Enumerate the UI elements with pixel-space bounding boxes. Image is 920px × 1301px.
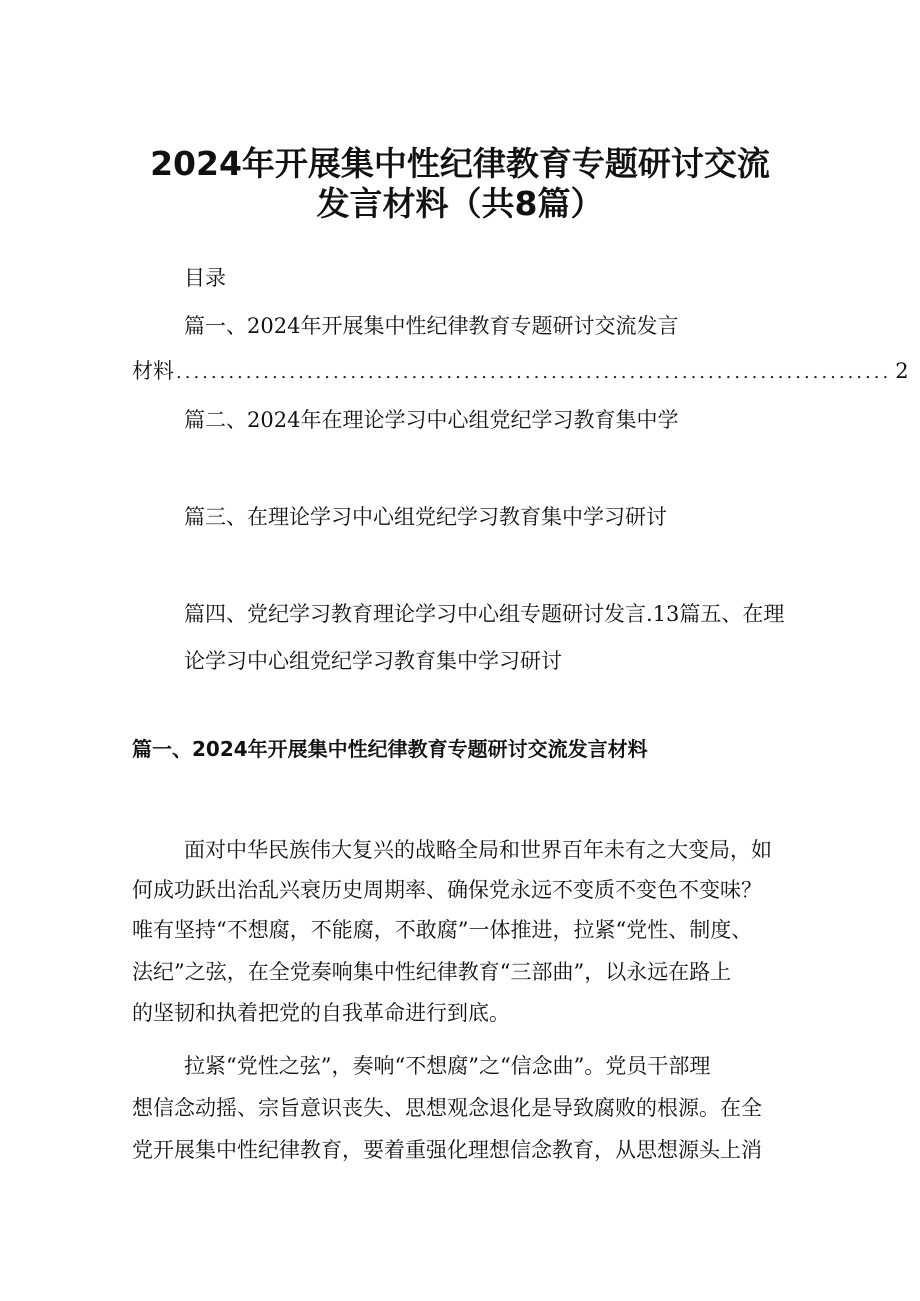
toc-item-1-text: 材料 <box>132 359 174 383</box>
toc-item-2[interactable]: 篇二、2024年在理论学习中心组党纪学习教育集中学 <box>184 408 679 432</box>
paragraph-2-line-1: 拉紧“党性之弦”，奏响“不想腐”之“信念曲”。党员干部理 <box>184 1054 711 1078</box>
paragraph-1-line-5: 的坚韧和执着把党的自我革命进行到底。 <box>132 1001 510 1025</box>
paragraph-1-line-2: 何成功跃出治乱兴衰历史周期率、确保党永远不变质不变色不变味？ <box>132 878 762 902</box>
toc-item-3[interactable]: 篇三、在理论学习中心组党纪学习教育集中学习研讨 <box>184 505 667 529</box>
section-1-heading: 篇一、2024年开展集中性纪律教育专题研讨交流发言材料 <box>132 737 648 761</box>
paragraph-1-line-4: 法纪”之弦，在全党奏响集中性纪律教育“三部曲”，以永远在路上 <box>132 960 732 984</box>
toc-item-1-page: 2 <box>895 359 909 383</box>
paragraph-2-line-2: 想信念动摇、宗旨意识丧失、思想观念退化是导致腐败的根源。在全 <box>132 1096 762 1120</box>
toc-item-4-line-2[interactable]: 论学习中心组党纪学习教育集中学习研讨 <box>184 649 562 673</box>
paragraph-2-line-3: 党开展集中性纪律教育，要着重强化理想信念教育，从思想源头上消 <box>132 1138 762 1162</box>
toc-label: 目录 <box>184 266 226 290</box>
paragraph-1-line-3: 唯有坚持“不想腐，不能腐，不敢腐”一体推进，拉紧“党性、制度、 <box>132 918 753 942</box>
document-title-line-1: 2024年开展集中性纪律教育专题研讨交流 <box>150 144 770 183</box>
document-title-line-2: 发言材料（共8篇） <box>316 184 604 223</box>
toc-item-4-line-1[interactable]: 篇四、党纪学习教育理论学习中心组专题研讨发言.13篇五、在理 <box>184 602 785 626</box>
toc-dot-leader: .................................................................................. <box>176 362 892 383</box>
toc-item-1-line-2[interactable] <box>132 355 909 385</box>
toc-item-1-line-1[interactable]: 篇一、2024年开展集中性纪律教育专题研讨交流发言 <box>184 314 679 338</box>
paragraph-1-line-1: 面对中华民族伟大复兴的战略全局和世界百年未有之大变局，如 <box>184 838 772 862</box>
